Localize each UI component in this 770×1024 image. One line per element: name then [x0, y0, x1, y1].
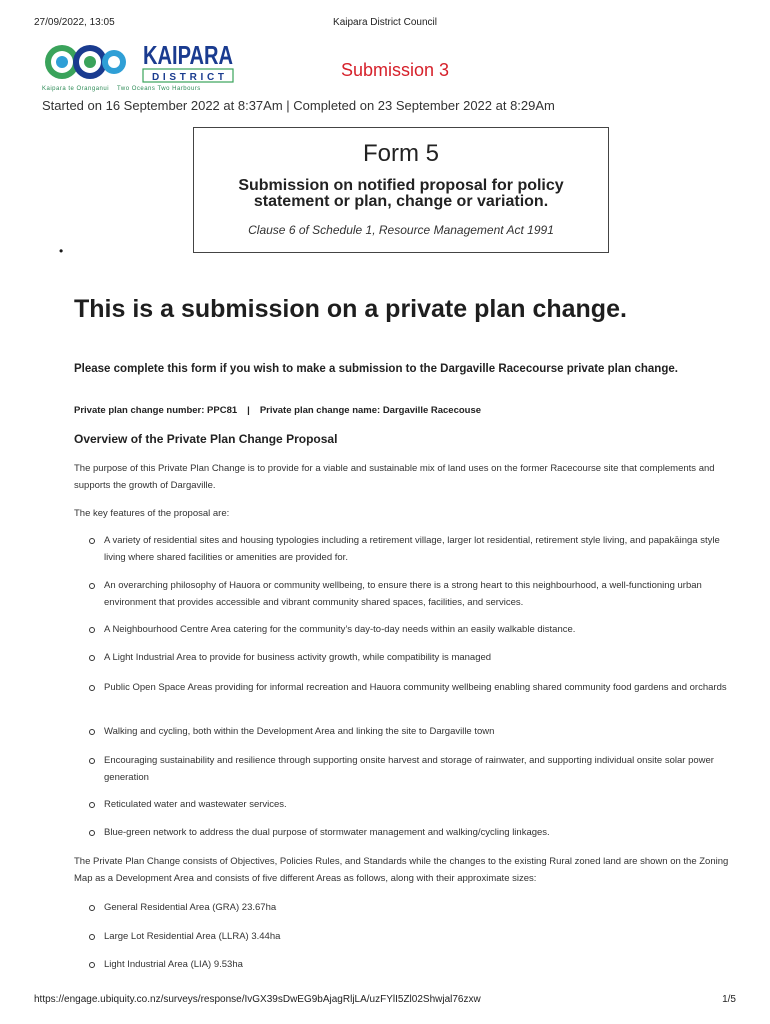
intro-text: Please complete this form if you wish to make a submission to the Dargaville Racecourse private plan change. [74, 363, 678, 375]
swirl-icon [45, 45, 126, 79]
feature-item: A variety of residential sites and housing typologies including a retirement village, larger lot residential, retirement style living, and papakāinga style living where shared facilities or amenities are provided for. [104, 533, 729, 566]
area-item: Large Lot Residential Area (LLRA) 3.44ha [104, 929, 729, 946]
ppc-number: Private plan change number: PPC81 [74, 405, 238, 416]
print-site-title: Kaipara District Council [333, 17, 437, 28]
feature-item: A Light Industrial Area to provide for business activity growth, while compatibility is managed [104, 650, 729, 667]
ppc-name: Private plan change name: Dargaville Racecouse [259, 405, 482, 416]
print-datetime: 27/09/2022, 13:05 [34, 17, 115, 28]
purpose-paragraph: The purpose of this Private Plan Change is to provide for a viable and sustainable mix of land uses on the former Racecourse site that complements and supports the growth of Dargaville. [74, 463, 715, 491]
page-url: https://engage.ubiquity.co.nz/surveys/response/IvGX39sDwEG9bAjagRljLA/uzFYlI5Zl02Shwjal76zxw [34, 994, 481, 1005]
feature-item: Encouraging sustainability and resilience through supporting onsite harvest and storage of rainwater, and supporting individual onsite solar power generation [104, 753, 729, 786]
logo-word-kaipara: KAIPARA [143, 40, 234, 70]
form-subtitle [194, 178, 608, 210]
logo-tagline-2: Two Oceans Two Harbours [117, 86, 201, 92]
ppc-separator: | [247, 405, 250, 416]
feature-item: Walking and cycling, both within the Development Area and linking the site to Dargaville town [104, 724, 729, 741]
overview-heading: Overview of the Private Plan Change Proposal [74, 432, 338, 446]
area-item: General Residential Area (GRA) 23.67ha [104, 900, 729, 917]
page-heading: This is a submission on a private plan change. [74, 295, 627, 323]
form-title: Form 5 [362, 140, 439, 167]
logo-tagline-1: Kaipara te Oranganui [42, 86, 110, 92]
area-item: Light Industrial Area (LIA) 9.53ha [104, 957, 729, 974]
logo-word-district: DISTRICT [152, 72, 224, 83]
submission-meta: Started on 16 September 2022 at 8:37Am | Completed on 23 September 2022 at 8:29Am [42, 98, 555, 113]
ppc-info [74, 405, 481, 416]
feature-item: Public Open Space Areas providing for informal recreation and Hauora community wellbeing enabling shared community food gardens and orchards [104, 680, 729, 697]
logo-tagline [42, 86, 201, 92]
form-subtitle-line-1: Submission on notified proposal for policy [238, 177, 564, 194]
form-box [193, 127, 609, 253]
feature-item: An overarching philosophy of Hauora or community wellbeing, to ensure there is a strong heart to this neighbourhood, a well-functioning urban environment that provides accessible and vibrant community shared spaces, facilities, and services. [104, 578, 729, 611]
feature-item: Reticulated water and wastewater services. [104, 797, 729, 814]
form-clause: Clause 6 of Schedule 1, Resource Management Act 1991 [248, 223, 554, 237]
key-features-paragraph: The key features of the proposal are: [74, 508, 230, 519]
page-number: 1/5 [722, 994, 736, 1005]
form-subtitle-line-2: statement or plan, change or variation. [253, 193, 549, 210]
stray-bullet: • [59, 244, 64, 258]
feature-item: A Neighbourhood Centre Area catering for the community’s day-to-day needs within an easily walkable distance. [104, 622, 729, 639]
feature-item: Blue-green network to address the dual purpose of stormwater management and walking/cycling linkages. [104, 825, 729, 842]
consists-paragraph: The Private Plan Change consists of Objectives, Policies Rules, and Standards while the changes to the existing Rural zoned land are shown on the Zoning Map as a Development Area and consists of five different Areas as follows, along with their approximate sizes: [74, 856, 729, 884]
submission-title: Submission 3 [341, 60, 450, 80]
